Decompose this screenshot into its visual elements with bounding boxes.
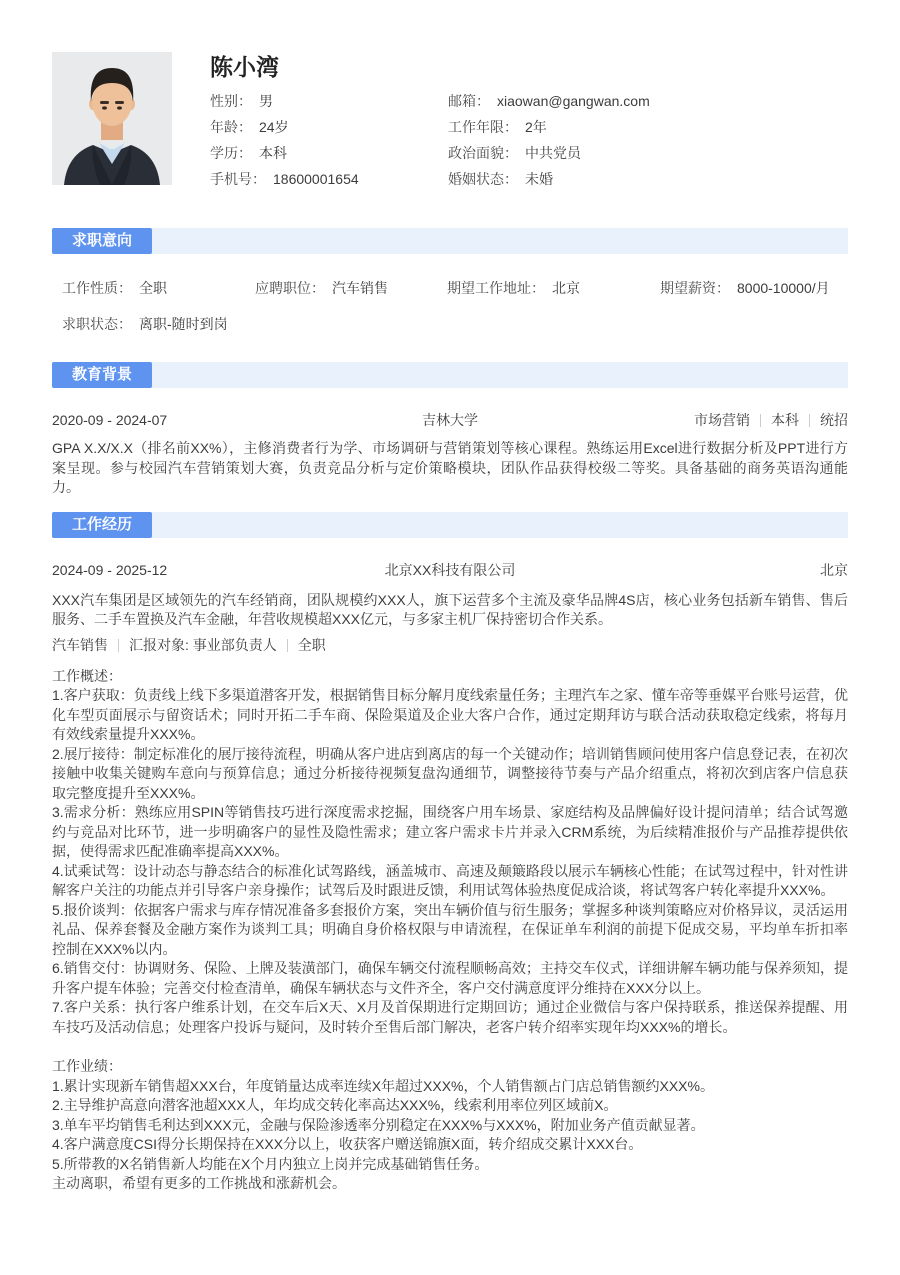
overview-item: 2.展厅接待：制定标准化的展厅接待流程，明确从客户进店到离店的每一个关键动作；培训销售顾问使用客户信息登记表，在初次接触中收集关键购车意向与预算信息；通过分析接待视频复盘沟通细节，调整接待节奏与产品介绍重点，将初次到店客户信息获取完整度提升至XXX%。 bbox=[52, 745, 848, 801]
profile-field bbox=[448, 171, 848, 187]
field-value: 离职-随时到岗 bbox=[139, 316, 228, 332]
overview-item: 5.报价谈判：依据客户需求与库存情况准备多套报价方案，突出车辆价值与衍生服务；掌握多种谈判策略应对价格异议，灵活运用礼品、保养套餐及金融方案作为谈判工具；明确自身价格权限与申请流程，在保证单车利润的前提下促成交易，平均单车折扣率控制在XXX%以内。 bbox=[52, 901, 848, 957]
field-label: 工作性质： bbox=[62, 280, 132, 296]
education-description: GPA X.X/X.X（排名前XX%），主修消费者行为学、市场调研与营销策划等核心课程。熟练运用Excel进行数据分析及PPT进行方案呈现。参与校园汽车营销策划大赛，负责竞品分析与定价策略模块，团队作品获得校级二等奖。具备基础的商务英语沟通能力。 bbox=[52, 440, 848, 495]
work-location: 北京 bbox=[820, 561, 848, 578]
field-value: 北京 bbox=[552, 280, 580, 296]
achievement-item: 3.单车平均销售毛利达到XXX元，金融与保险渗透率分别稳定在XXX%与XXX%，附加业务产值贡献显著。 bbox=[52, 1116, 705, 1133]
overview-item: 3.需求分析：熟练应用SPIN等销售技巧进行深度需求挖掘，围绕客户用车场景、家庭结构及品牌偏好设计提问清单；结合试驾邀约与竞品对比环节，进一步明确客户的显性及隐性需求；建立客户需求卡片并录入CRM系统，为后续精准报价与产品推荐提供依据，使得需求匹配准确率提高XXX%。 bbox=[52, 804, 848, 859]
field-label: 期望薪资： bbox=[660, 280, 730, 296]
profile-field bbox=[210, 145, 448, 161]
overview-item: 7.客户关系：执行客户维系计划，在交车后X天、X月及首保期进行定期回访；通过企业微信与客户保持联系，推送保养提醒、用车技巧及活动信息；处理客户投诉与疑问，及时转介至售后部门解决，老客户转介绍率实现年均XXX%的增长。 bbox=[52, 999, 848, 1035]
candidate-name: 陈小湾 bbox=[210, 54, 279, 80]
work-period: 2024-09 - 2025-12 bbox=[52, 561, 168, 578]
field-value: 中共党员 bbox=[525, 145, 581, 161]
field-label: 邮箱： bbox=[448, 93, 490, 109]
achievements-title: 工作业绩： bbox=[52, 1058, 122, 1074]
field-label: 婚姻状态： bbox=[448, 171, 518, 187]
overview-title: 工作概述： bbox=[52, 667, 122, 684]
field-label: 工作年限： bbox=[448, 119, 518, 135]
job-intention-row bbox=[52, 280, 848, 296]
job-intention-field bbox=[62, 280, 255, 296]
profile-field bbox=[210, 93, 448, 109]
education-tags bbox=[478, 412, 848, 429]
overview-item: 6.销售交付：协调财务、保险、上牌及装潢部门，确保车辆交付流程顺畅高效；主持交车仪式，详细讲解车辆功能与保养须知，提升客户提车体验；完善交付检查清单，确保车辆状态与文件齐全，客户交付满意度评分维持在XXX分以上。 bbox=[52, 960, 848, 996]
separator bbox=[287, 639, 288, 652]
field-label: 性别： bbox=[210, 93, 252, 109]
profile-field bbox=[448, 145, 848, 161]
education-school: 吉林大学 bbox=[422, 412, 478, 428]
separator bbox=[760, 414, 761, 427]
field-value: 24岁 bbox=[259, 119, 289, 135]
education-degree: 本科 bbox=[771, 412, 799, 428]
achievement-item: 5.所带教的X名销售新人均能在X个月内独立上岗并完成基础销售任务。 bbox=[52, 1155, 489, 1172]
employment-type: 全职 bbox=[297, 636, 326, 653]
field-value: xiaowan@gangwan.com bbox=[497, 93, 650, 109]
field-label: 年龄： bbox=[210, 119, 252, 135]
achievements-block bbox=[52, 1057, 848, 1174]
section-header-job-intention bbox=[52, 228, 848, 254]
leave-reason: 主动离职，希望有更多的工作挑战和涨薪机会。 bbox=[52, 1175, 346, 1191]
achievement-item: 1.累计实现新车销售超XXX台，年度销量达成率连续X年超过XXX%，个人销售额占门店总销售额约XXX%。 bbox=[52, 1077, 714, 1094]
field-label: 手机号： bbox=[210, 171, 266, 187]
field-value: 汽车销售 bbox=[332, 280, 388, 296]
field-label: 学历： bbox=[210, 145, 252, 161]
field-value: 2年 bbox=[525, 119, 547, 135]
position-row bbox=[52, 637, 848, 654]
job-status-row bbox=[52, 316, 848, 332]
field-label: 求职状态： bbox=[62, 316, 132, 332]
overview-item: 4.试乘试驾：设计动态与静态结合的标准化试驾路线，涵盖城市、高速及颠簸路段以展示车辆核心性能；在试驾过程中，针对性讲解客户关注的功能点并引导客户亲身操作；试驾后及时跟进反馈，利用试驾体验热度促成洽谈，将试驾客户转化率提升XXX%。 bbox=[52, 862, 848, 898]
profile-field bbox=[210, 171, 448, 187]
company-intro: XXX汽车集团是区域领先的汽车经销商，团队规模约XXX人，旗下运营多个主流及豪华品牌4S店，核心业务包括新车销售、售后服务、二手车置换及汽车金融，年营收规模超XXX亿元，与多家主机厂保持密切合作关系。 bbox=[52, 591, 848, 627]
position-title: 汽车销售 bbox=[52, 636, 108, 653]
job-intention-field bbox=[255, 280, 447, 296]
work-meta-row bbox=[52, 562, 848, 579]
achievements-list bbox=[52, 1077, 848, 1175]
field-label: 政治面貌： bbox=[448, 145, 518, 161]
education-enrollment: 统招 bbox=[820, 412, 848, 428]
job-intention-field bbox=[447, 280, 660, 296]
field-value: 男 bbox=[259, 93, 273, 109]
separator bbox=[809, 414, 810, 427]
report-to: 汇报对象: 事业部负责人 bbox=[129, 636, 277, 653]
education-major: 市场营销 bbox=[694, 412, 750, 428]
field-value: 8000-10000/月 bbox=[737, 280, 830, 296]
section-tab-education: 教育背景 bbox=[52, 362, 152, 388]
section-header-work bbox=[52, 512, 848, 538]
field-value: 本科 bbox=[259, 145, 287, 161]
profile-info-grid bbox=[210, 93, 848, 187]
section-tab-job-intention: 求职意向 bbox=[52, 228, 152, 254]
profile-photo bbox=[52, 52, 172, 185]
profile-field bbox=[448, 119, 848, 135]
education-period: 2020-09 - 2024-07 bbox=[52, 412, 168, 428]
section-header-education bbox=[52, 362, 848, 388]
work-details bbox=[52, 667, 848, 1194]
job-intention-field bbox=[660, 280, 848, 296]
separator bbox=[118, 639, 119, 652]
profile-header bbox=[52, 52, 848, 187]
work-company: 北京XX科技有限公司 bbox=[384, 561, 516, 578]
overview-list bbox=[52, 686, 848, 1037]
field-value: 全职 bbox=[139, 280, 167, 296]
field-label: 应聘职位： bbox=[255, 280, 325, 296]
profile-field bbox=[448, 93, 848, 109]
field-value: 未婚 bbox=[525, 171, 553, 187]
overview-item: 1.客户获取：负责线上线下多渠道潜客开发，根据销售目标分解月度线索量任务；主理汽车之家、懂车帝等垂媒平台账号运营，优化车型页面展示与留资话术；同时开拓二手车商、保险渠道及企业大客户合作，通过定期拜访与联合活动获取稳定线索，将每月有效线索量提升XXX%。 bbox=[52, 687, 848, 742]
profile-info bbox=[210, 52, 848, 187]
section-tab-work: 工作经历 bbox=[52, 512, 152, 538]
education-meta-row bbox=[52, 412, 848, 429]
field-value: 18600001654 bbox=[273, 171, 359, 187]
avatar-icon bbox=[52, 52, 172, 185]
field-label: 期望工作地址： bbox=[447, 280, 545, 296]
achievement-item: 4.客户满意度CSI得分长期保持在XXX分以上，收获客户赠送锦旗X面，转介绍成交累计XXX台。 bbox=[52, 1136, 643, 1152]
profile-field bbox=[210, 119, 448, 135]
achievement-item: 2.主导维护高意向潜客池超XXX人，年均成交转化率高达XXX%，线索利用率位列区域前X。 bbox=[52, 1097, 618, 1113]
